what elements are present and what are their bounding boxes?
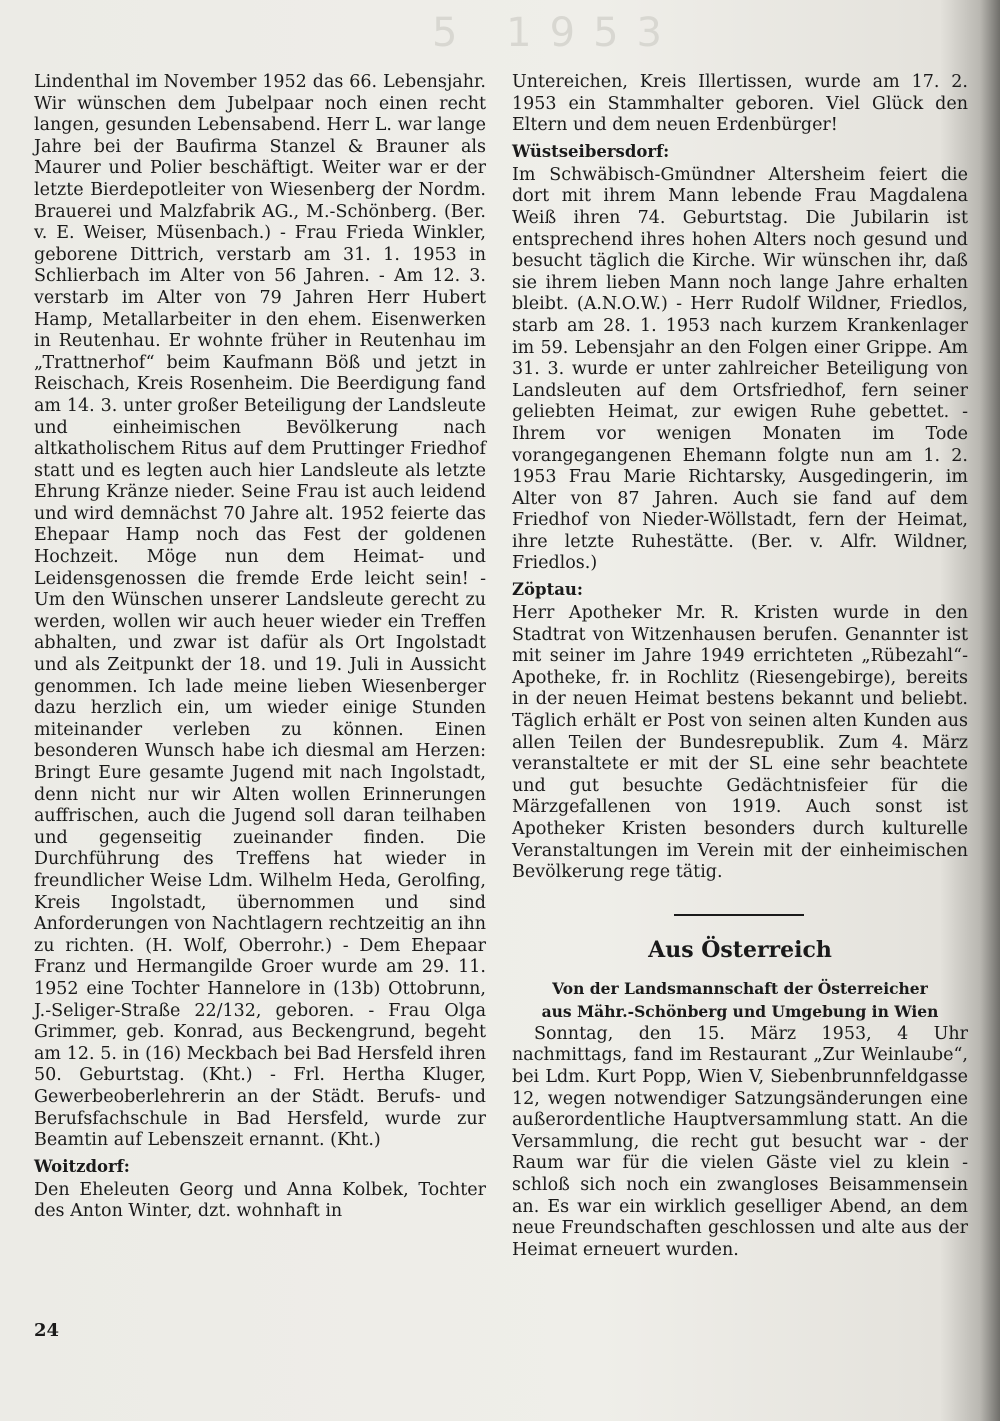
heading-zoeptau: Zöptau: [512, 580, 583, 600]
page-number: 24 [34, 1320, 60, 1341]
section-subtitle: aus Mähr.-Schönberg und Umgebung in Wien [541, 1001, 939, 1021]
section-title: Aus Österreich [648, 936, 832, 963]
article-paragraph: Den Eheleuten Georg und Anna Kolbek, Tochter des Anton Winter, dzt. wohnhaft in [34, 1179, 486, 1222]
article-paragraph: Untereichen, Kreis Illertissen, wurde am 17. 2. 1953 ein Stammhalter geboren. Viel Glück den Eltern und dem neuen Erdenbürger! [512, 72, 968, 136]
article-paragraph: Im Schwäbisch-Gmündner Altersheim feiert die dort mit ihrem Mann lebende Frau Magdalena Weiß ihren 74. Geburtstag. Die Jubilarin ist entsprechend ihres hohen Alters noch gesund und besucht täglich die Kirche. Wir wünschen ihr, daß sie ihrem lieben Mann noch lange Jahre erhalten bleibt. (A.N.O.W.) - Herr Rudolf Wildner, Friedlos, starb am 28. 1. 1953 nach kurzem Krankenlager im 59. Lebensjahr an den Folgen einer Grippe. Am 31. 3. wurde er unter zahlreicher Beteiligung von Landsleuten auf dem Ortsfriedhof, fern seiner geliebten Heimat, zur ewigen Ruhe gebettet. - Ihrem vor wenigen Monaten im Tode vorangegangenen Ehemann folgte nun am 1. 2. 1953 Frau Marie Richtarsky, Ausgedingerin, im Alter von 87 Jahren. Auch sie fand auf dem Friedhof von Nieder-Wöllstadt, fern der Heimat, ihre letzte Ruhestätte. (Ber. v. Alfr. Wildner, Friedlos.) [512, 164, 968, 574]
section-divider [512, 914, 968, 916]
article-paragraph: Sonntag, den 15. März 1953, 4 Uhr nachmittags, fand im Restaurant „Zur Weinlaube“, bei Ldm. Kurt Popp, Wien V, Siebenbrunnfeldgasse 12, wegen notwendiger Satzungsänderungen eine außerordentliche Hauptversammlung statt. An die Versammlung, die recht gut besucht war - der Raum war für die vielen Gäste viel zu klein - schloß sich noch ein zwangloses Beisammensein an. Es war ein wirklich geselliger Abend, an dem neue Freundschaften geschlossen und alte aus der Heimat erneuert wurden. [512, 1023, 968, 1260]
right-column [512, 72, 968, 1261]
article-paragraph: Herr Apotheker Mr. R. Kristen wurde in den Stadtrat von Witzenhausen berufen. Genannter ist mit seiner im Jahre 1949 errichteten „Rübezahl“-Apotheke, fr. in Rochlitz (Riesengebirge), bereits in der neuen Heimat bestens bekannt und beliebt. Täglich erhält er Post von seinen alten Kunden aus allen Teilen der Bundesrepublik. Zum 4. März veranstaltete er mit der SL eine sehr beachtete und gut besuchte Gedächtnisfeier für die Märzgefallenen von 1919. Auch sonst ist Apotheker Kristen besonders durch kulturelle Veranstaltungen im Verein mit der einheimischen Bevölkerung rege tätig. [512, 603, 968, 883]
section-subtitle: Von der Landsmannschaft der Österreicher [552, 978, 928, 998]
left-column [34, 72, 486, 1223]
heading-woitzdorf: Woitzdorf: [34, 1156, 130, 1176]
ink-stamp: 5 1953 [432, 10, 680, 56]
article-paragraph: Lindenthal im November 1952 das 66. Lebensjahr. Wir wünschen dem Jubelpaar noch einen recht langen, gesunden Lebensabend. Herr L. war lange Jahre bei der Baufirma Stanzel & Brauner als Maurer und Polier beschäftigt. Weiter war er der letzte Bierdepotleiter von Wiesenberg der Nordm. Brauerei und Malzfabrik AG., M.-Schönberg. (Ber. v. E. Weiser, Müsenbach.) - Frau Frieda Winkler, geborene Dittrich, verstarb am 31. 1. 1953 in Schlierbach im Alter von 56 Jahren. - Am 12. 3. verstarb im Alter von 79 Jahren Herr Hubert Hamp, Metallarbeiter in den ehem. Eisenwerken in Reutenhau. Er wohnte früher in Reutenhau im „Trattnerhof“ beim Kaufmann Böß und jetzt in Reischach, Kreis Rosenheim. Die Beerdigung fand am 14. 3. unter großer Beteiligung der Landsleute und einheimischen Bevölkerung nach altkatholischem Ritus auf dem Pruttinger Friedhof statt und es legten auch hier Landsleute als letzte Ehrung Kränze nieder. Seine Frau ist auch leidend und wird demnächst 70 Jahre alt. 1952 feierte das Ehepaar Hamp noch das Fest der goldenen Hochzeit. Möge nun dem Heimat- und Leidensgenossen die fremde Erde leicht sein! - Um den Wünschen unserer Landsleute gerecht zu werden, wollen wir auch heuer wieder ein Treffen abhalten, und zwar ist dafür als Ort Ingolstadt und als Zeitpunkt der 18. und 19. Juli in Aussicht genommen. Ich lade meine lieben Wiesenberger dazu herzlich ein, um wieder einige Stunden miteinander verleben zu können. Einen besonderen Wunsch habe ich diesmal am Herzen: Bringt Eure gesamte Jugend mit nach Ingolstadt, denn nicht nur wir Alten wollen Erinnerungen auffrischen, auch die Jugend soll daran teilhaben und gegenseitig zueinander finden. Die Durchführung des Treffens hat wieder in freundlicher Weise Ldm. Wilhelm Heda, Gerolfing, Kreis Ingolstadt, übernommen und sind Anforderungen von Nachtlagern rechtzeitig an ihn zu richten. (H. Wolf, Oberrohr.) - Dem Ehepaar Franz und Hermangilde Groer wurde am 29. 11. 1952 eine Tochter Hannelore in (13b) Ottobrunn, J.-Seliger-Straße 22/132, geboren. - Frau Olga Grimmer, geb. Konrad, aus Beckengrund, begeht am 12. 5. in (16) Meckbach bei Bad Hersfeld ihren 50. Geburtstag. (Kht.) - Frl. Hertha Kluger, Gewerbeoberlehrerin an der Städt. Berufs- und Berufsfachschule in Bad Hersfeld, wurde zur Beamtin auf Lebenszeit ernannt. (Kht.) [34, 72, 486, 1151]
heading-wuestseibersdorf: Wüstseibersdorf: [512, 141, 670, 161]
